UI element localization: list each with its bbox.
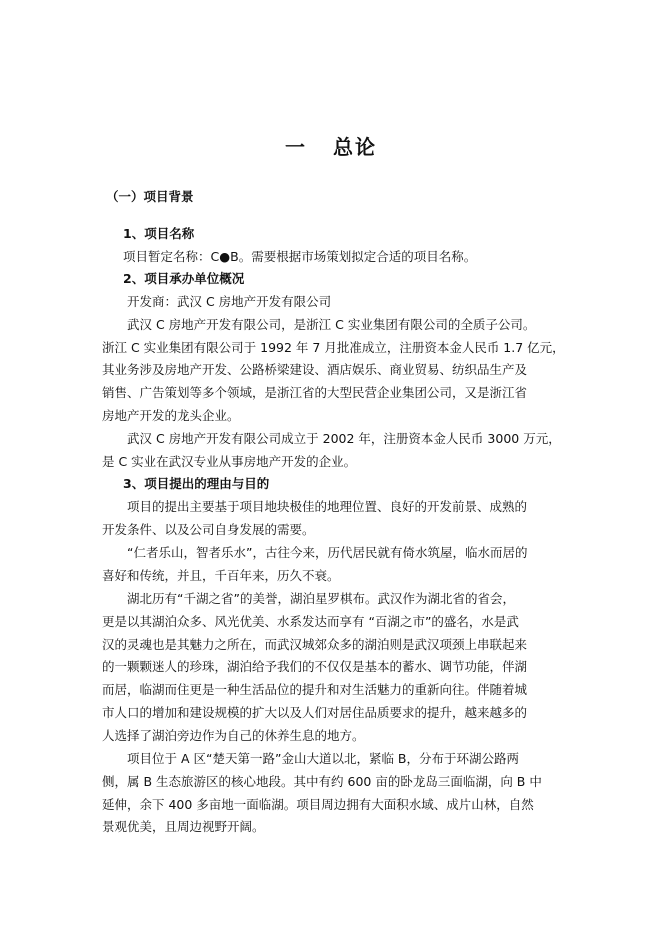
paragraph-line: 其业务涉及房地产开发、公路桥梁建设、酒店娱乐、商业贸易、纺织品生产及 <box>102 362 528 377</box>
paragraph-line: 浙江 C 实业集团有限公司于 1992 年 7 月批准成立，注册资本金人民币 1.7 亿元， <box>102 340 565 355</box>
subsection-heading-sponsor: 2、项目承办单位概况 <box>123 271 245 286</box>
subsection-heading-project-name: 1、项目名称 <box>123 226 195 241</box>
paragraph-line: 更是以其湖泊众多、风光优美、水系发达而享有 “百湖之市”的盛名，水是武 <box>102 614 519 629</box>
chapter-title <box>0 131 662 160</box>
paragraph-line: 销售、广告策划等多个领域，是浙江省的大型民营企业集团公司，又是浙江省 <box>102 385 528 400</box>
paragraph-line: 开发商：武汉 C 房地产开发有限公司 <box>127 294 332 309</box>
paragraph-line: 侧，属 B 生态旅游区的核心地段。其中有约 600 亩的卧龙岛三面临湖，向 B 中 <box>102 774 542 789</box>
paragraph-line: 人选择了湖泊旁边作为自己的休养生息的地方。 <box>102 728 365 743</box>
paragraph-line: 延伸，余下 400 多亩地一面临湖。项目周边拥有大面积水域、成片山林，自然 <box>102 797 534 812</box>
paragraph-line: 市人口的增加和建设规模的扩大以及人们对居住品质要求的提升，越来越多的 <box>102 705 528 720</box>
subsection-heading-reasons: 3、项目提出的理由与目的 <box>123 476 270 491</box>
paragraph-line: 景观优美，且周边视野开阔。 <box>102 819 265 834</box>
paragraph-line: “仁者乐山，智者乐水”，古往今来，历代居民就有倚水筑屋，临水而居的 <box>127 545 528 560</box>
paragraph-line: 是 C 实业在武汉专业从事房地产开发的企业。 <box>102 454 357 469</box>
paragraph-line: 武汉 C 房地产开发有限公司，是浙江 C 实业集团有限公司的全质子公司。 <box>127 317 536 332</box>
paragraph-line: 开发条件、以及公司自身发展的需要。 <box>102 522 315 537</box>
paragraph-line: 房地产开发的龙头企业。 <box>102 408 240 423</box>
paragraph-line: 项目的提出主要基于项目地块极佳的地理位置、良好的开发前景、成熟的 <box>127 499 528 514</box>
paragraph-line: 的一颗颗迷人的珍珠，湖泊给予我们的不仅仅是基本的蓄水、调节功能，伴湖 <box>102 659 528 674</box>
paragraph-line: 湖北历有“千湖之省”的美誉，湖泊星罗棋布。武汉作为湖北省的省会， <box>127 591 515 606</box>
chapter-title-text: 总论 <box>333 135 377 159</box>
paragraph-line: 项目暂定名称：C●B。需要根据市场策划拟定合适的项目名称。 <box>123 249 477 264</box>
paragraph-line: 汉的灵魂也是其魅力之所在，而武汉城郊众多的湖泊则是武汉项颈上串联起来 <box>102 637 528 652</box>
paragraph-line: 项目位于 A 区“楚天第一路”金山大道以北，紧临 B，分布于环湖公路两 <box>127 751 519 766</box>
section-heading: （一）项目背景 <box>106 189 194 204</box>
paragraph-line: 喜好和传统，并且，千百年来，历久不衰。 <box>102 568 340 583</box>
paragraph-line: 武汉 C 房地产开发有限公司成立于 2002 年，注册资本金人民币 3000 万元， <box>127 431 561 446</box>
chapter-number: 一 <box>285 135 307 159</box>
paragraph-line: 而居，临湖而住更是一种生活品位的提升和对生活魅力的重新向往。伴随着城 <box>102 682 528 697</box>
